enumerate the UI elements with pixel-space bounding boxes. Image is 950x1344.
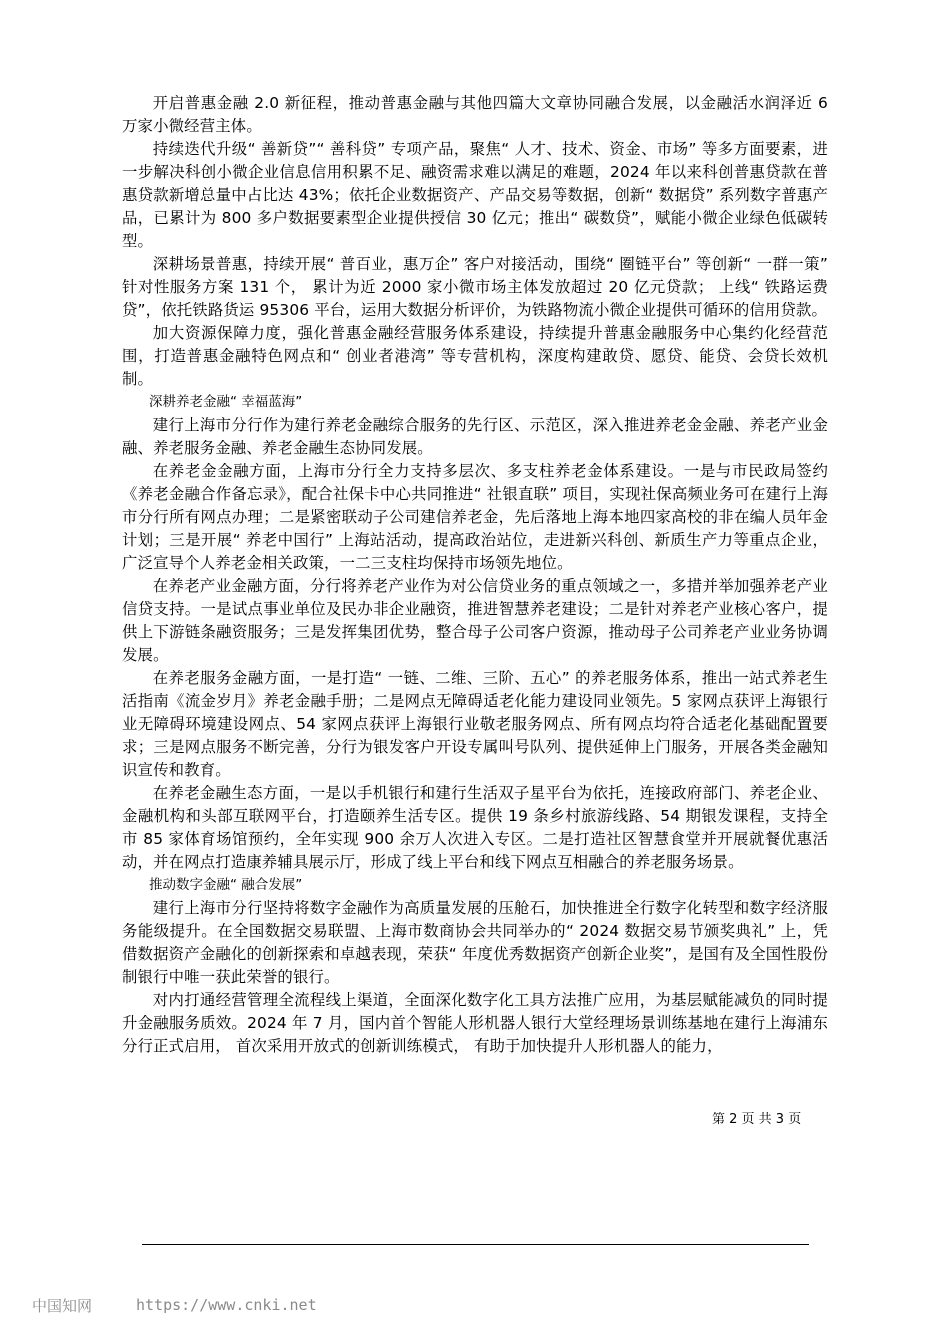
paragraph-scenario-inclusive: 深耕场景普惠，持续开展“ 普百业，惠万企” 客户对接活动，围绕“ 圈链平台” 等创新“ 一群一策” 针对性服务方案 131 个， 累计为近 2000 家小微市场主体发放超过 20 亿元贷款； 上线“ 铁路运费贷”，依托铁路货运 95306 平台，运用大数据分析评价，为铁路物流小微企业提供可循环的信用贷款。 (122, 255, 828, 319)
page-number: 第 2 页 共 3 页 (712, 1112, 802, 1127)
footer-divider (142, 1244, 809, 1245)
cnki-watermark-url: https://www.cnki.net (136, 1296, 317, 1314)
paragraph-elderly-industry: 在养老产业金融方面，分行将养老产业作为对公信贷业务的重点领域之一，多措并举加强养老产业信贷支持。一是试点事业单位及民办非企业融资，推进智慧养老建设；二是针对养老产业核心客户，提供上下游链条融资服务；三是发挥集团优势，整合母子公司客户资源，推动母子公司养老产业业务协调发展。 (122, 577, 828, 664)
paragraph-elderly-overview: 建行上海市分行作为建行养老金融综合服务的先行区、示范区，深入推进养老金金融、养老产业金融、养老服务金融、养老金融生态协同发展。 (122, 416, 828, 457)
cnki-watermark-logo: 中国知网 (32, 1297, 93, 1315)
paragraph-elderly-service: 在养老服务金融方面，一是打造“ 一链、二维、三阶、五心” 的养老服务体系，推出一站式养老生活指南《流金岁月》养老金融手册；二是网点无障碍适老化能力建设同业领先。5 家网点获评上海银行业无障碍环境建设网点、54 家网点获评上海银行业敬老服务网点、所有网点均符合适老化基础配置要求；三是网点服务不断完善，分行为银发客户开设专属叫号队列、提供延伸上门服务，开展各类金融知识宣传和教育。 (122, 669, 828, 779)
article-body (122, 92, 828, 1058)
paragraph-resource-guarantee: 加大资源保障力度，强化普惠金融经营服务体系建设，持续提升普惠金融服务中心集约化经营范围，打造普惠金融特色网点和“ 创业者港湾” 等专营机构，深度构建敢贷、愿贷、能贷、会贷长效机制。 (122, 324, 828, 388)
paragraph-digital-internal: 对内打通经营管理全流程线上渠道，全面深化数字化工具方法推广应用，为基层赋能减负的同时提升金融服务质效。2024 年 7 月，国内首个智能人形机器人银行大堂经理场景训练基地在建行上海浦东分行正式启用， 首次采用开放式的创新训练模式， 有助于加快提升人形机器人的能力， (122, 991, 828, 1055)
section-heading-elderly-finance: 深耕养老金融“ 幸福蓝海” (149, 394, 303, 410)
section-heading-digital-finance: 推动数字金融“ 融合发展” (149, 877, 303, 893)
paragraph-elderly-ecosystem: 在养老金融生态方面，一是以手机银行和建行生活双子星平台为依托，连接政府部门、养老企业、金融机构和头部互联网平台，打造颐养生活专区。提供 19 条乡村旅游线路、54 期银发课程，支持全市 85 家体育场馆预约，全年实现 900 余万人次进入专区。二是打造社区智慧食堂并开展就餐优惠活动，并在网点打造康养辅具展示厅，形成了线上平台和线下网点互相融合的养老服务场景。 (122, 784, 828, 871)
paragraph-pension-finance: 在养老金金融方面，上海市分行全力支持多层次、多支柱养老金体系建设。一是与市民政局签约《养老金融合作备忘录》，配合社保卡中心共同推进“ 社银直联” 项目，实现社保高频业务可在建行上海市分行所有网点办理；二是紧密联动子公司建信养老金，先后落地上海本地四家高校的非在编人员年金计划；三是开展“ 养老中国行” 上海站活动，提高政治站位，走进新兴科创、新质生产力等重点企业，广泛宣导个人养老金相关政策，一二三支柱均保持市场领先地位。 (122, 462, 828, 572)
paragraph-tech-loans: 持续迭代升级“ 善新贷”“ 善科贷” 专项产品，聚焦“ 人才、技术、资金、市场” 等多方面要素，进一步解决科创小微企业信息信用积累不足、融资需求难以满足的难题，2024 年以来科创普惠贷款在普惠贷款新增总量中占比达 43%；依托企业数据资产、产品交易等数据，创新“ 数据贷” 系列数字普惠产品，已累计为 800 多户数据要素型企业提供授信 30 亿元；推出“ 碳数贷”，赋能小微企业绿色低碳转型。 (122, 140, 828, 250)
paragraph-digital-overview: 建行上海市分行坚持将数字金融作为高质量发展的压舱石，加快推进全行数字化转型和数字经济服务能级提升。在全国数据交易联盟、上海市数商协会共同举办的“ 2024 数据交易节颁奖典礼” 上，凭借数据资产金融化的创新探索和卓越表现，荣获“ 年度优秀数据资产创新企业奖”，是国有及全国性股份制银行中唯一获此荣誉的银行。 (122, 899, 828, 986)
paragraph-inclusive-finance-2: 开启普惠金融 2.0 新征程，推动普惠金融与其他四篇大文章协同融合发展，以金融活水润泽近 6 万家小微经营主体。 (122, 94, 828, 135)
